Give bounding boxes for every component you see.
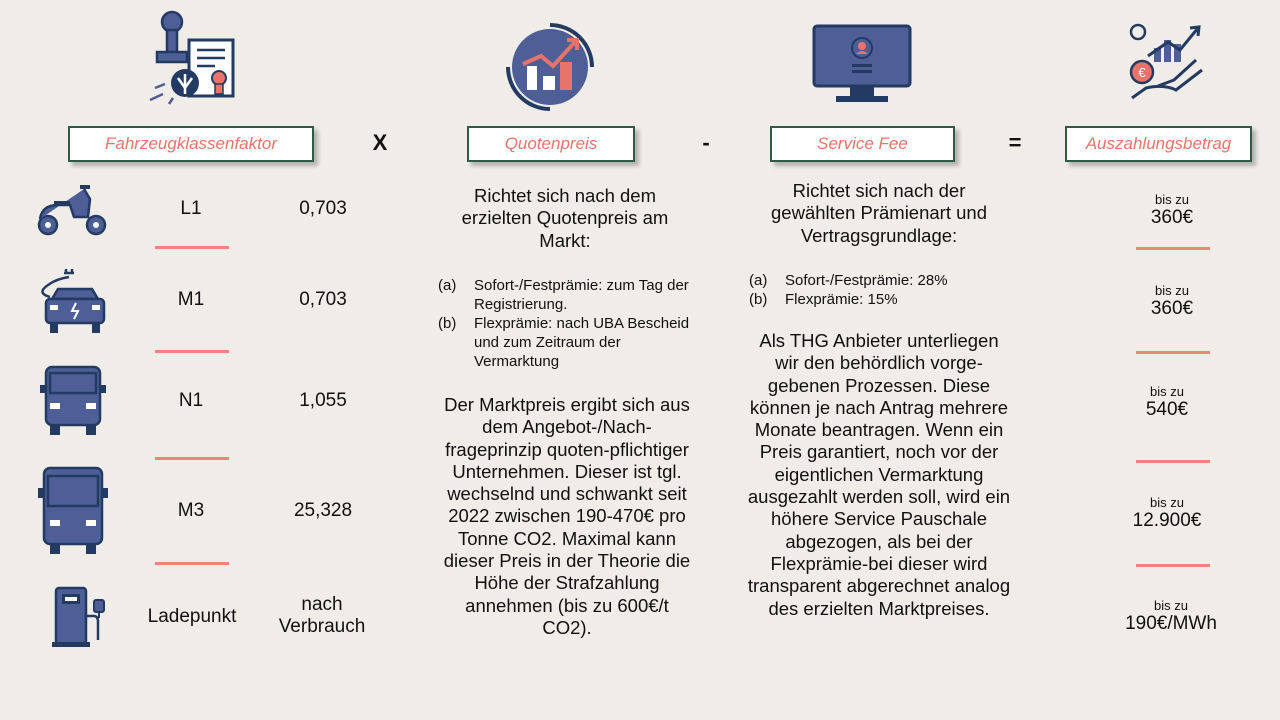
chart-refresh-icon bbox=[505, 22, 595, 112]
list-item bbox=[438, 314, 698, 371]
price-body: Der Marktpreis ergibt sich aus dem Angebot-/Nach-frageprinzip quoten-pflichtiger Unternehmen. Dieser ist tgl. wechselnd und schwankt seit 2022 zwischen 190-470€ pro Tonne CO2. Maximal kann dieser Preis in der Theorie die Höhe der Strafzahlung annehmen (bis zu 600€/t CO2). bbox=[443, 394, 691, 638]
monitor-user-icon bbox=[812, 24, 912, 106]
vehicle-factor: 1,055 bbox=[299, 390, 347, 411]
list-item-text: Flexprämie: 15% bbox=[785, 291, 898, 308]
vehicle-class: L1 bbox=[180, 198, 202, 219]
row-divider bbox=[155, 350, 229, 353]
list-item-text: Sofort-/Festprämie: zum Tag der Registrierung. bbox=[474, 277, 689, 313]
fee-body: Als THG Anbieter unterliegen wir den behördlich vorge-gebenen Prozessen. Diese können je nach Antrag mehrere Monate beantragen. Wenn ein Preis garantiert, noch vor der eigentlichen Vermarktung ausgezahlt werden soll, wird ein höhere Service Pauschale abgezogen, als bei der Flexprämie-bei dieser wird transparent abgerechnet analog des erzielten Marktpreises. bbox=[747, 330, 1011, 619]
minus-operator: - bbox=[702, 130, 710, 155]
row-divider bbox=[155, 246, 229, 249]
vehicle-factor: 25,328 bbox=[293, 500, 353, 521]
electric-car-icon bbox=[36, 265, 108, 337]
payout-value bbox=[1112, 495, 1222, 532]
price-header: Quotenpreis bbox=[467, 126, 635, 162]
fee-intro: Richtet sich nach der gewählten Prämienart und Vertragsgrundlage: bbox=[771, 180, 987, 246]
payout-prefix: bis zu bbox=[1150, 384, 1184, 399]
payout-value bbox=[1117, 283, 1227, 320]
multiply-operator: X bbox=[372, 130, 388, 155]
payout-prefix: bis zu bbox=[1150, 495, 1184, 510]
scooter-icon bbox=[36, 183, 108, 237]
fee-header: Service Fee bbox=[770, 126, 955, 162]
list-item-label: (b) bbox=[749, 291, 768, 308]
payout-value bbox=[1112, 598, 1230, 635]
row-divider bbox=[1136, 460, 1210, 463]
payout-amount: 360€ bbox=[1150, 207, 1194, 228]
svg-text:€: € bbox=[1138, 65, 1146, 80]
stamp-certificate-icon bbox=[145, 8, 245, 108]
payout-value bbox=[1112, 384, 1222, 421]
payout-amount: 540€ bbox=[1145, 399, 1189, 420]
row-divider bbox=[1136, 247, 1210, 250]
vehicle-class: M1 bbox=[177, 289, 205, 310]
payout-prefix: bis zu bbox=[1154, 598, 1188, 613]
payout-amount: 190€/MWh bbox=[1125, 613, 1217, 634]
factor-header: Fahrzeugklassenfaktor bbox=[68, 126, 314, 162]
fee-list bbox=[749, 271, 1009, 309]
price-list bbox=[438, 276, 698, 371]
money-hand-icon bbox=[1124, 20, 1208, 104]
list-item bbox=[749, 290, 1009, 309]
payout-prefix: bis zu bbox=[1155, 283, 1189, 298]
charging-station-icon bbox=[52, 586, 110, 648]
price-intro: Richtet sich nach dem erzielten Quotenpreis am Markt: bbox=[461, 185, 669, 251]
list-item-text: Flexprämie: nach UBA Bescheid und zum Zeitraum der Vermarktung bbox=[474, 315, 690, 370]
vehicle-class: N1 bbox=[178, 390, 204, 411]
list-item bbox=[438, 276, 698, 314]
list-item-label: (a) bbox=[749, 272, 768, 289]
vehicle-factor: nach Verbrauch bbox=[278, 594, 366, 637]
row-divider bbox=[155, 562, 229, 565]
payout-amount: 12.900€ bbox=[1132, 510, 1202, 531]
row-divider bbox=[1136, 564, 1210, 567]
row-divider bbox=[1136, 351, 1210, 354]
van-icon bbox=[40, 365, 106, 437]
row-divider bbox=[155, 457, 229, 460]
vehicle-class: M3 bbox=[177, 500, 205, 521]
list-item-label: (b) bbox=[438, 315, 457, 332]
payout-header: Auszahlungsbetrag bbox=[1065, 126, 1252, 162]
list-item-text: Sofort-/Festprämie: 28% bbox=[785, 272, 948, 289]
payout-value bbox=[1117, 192, 1227, 229]
payout-prefix: bis zu bbox=[1155, 192, 1189, 207]
bus-icon bbox=[38, 466, 108, 556]
vehicle-factor: 0,703 bbox=[299, 198, 347, 219]
vehicle-class: Ladepunkt bbox=[147, 606, 237, 627]
payout-amount: 360€ bbox=[1150, 298, 1194, 319]
vehicle-factor: 0,703 bbox=[299, 289, 347, 310]
list-item-label: (a) bbox=[438, 277, 457, 294]
list-item bbox=[749, 271, 1009, 290]
equals-operator: = bbox=[1008, 130, 1022, 155]
